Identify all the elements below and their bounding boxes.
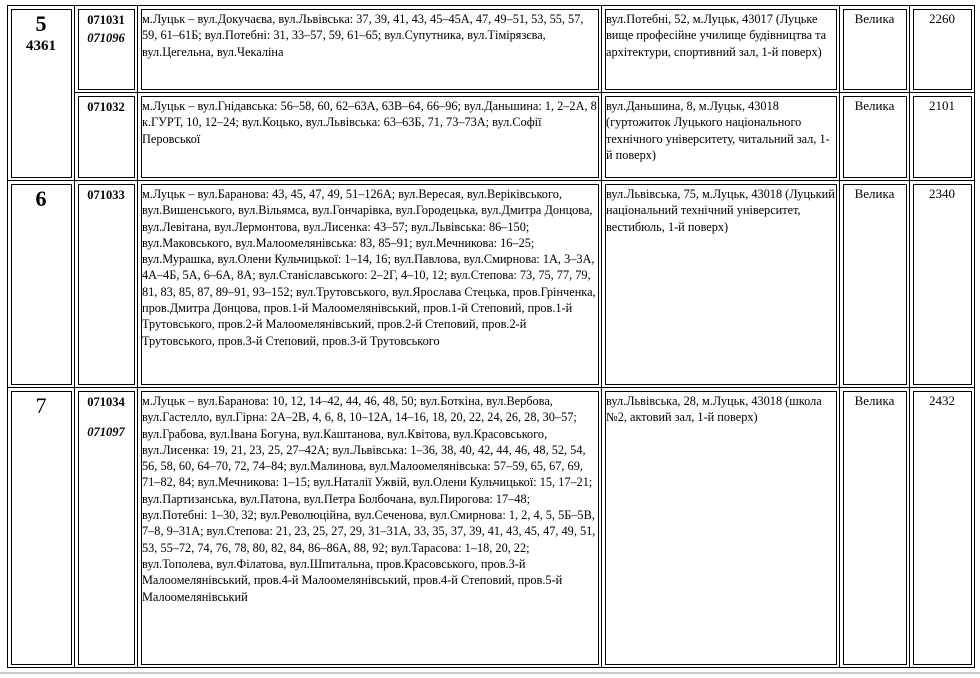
table-row <box>8 181 975 388</box>
streets-cell: м.Луцьк – вул.Докучаєва, вул.Львівська: 37, 39, 41, 43, 45–45А, 47, 49–51, 53, 55, 57, 59, 61–61Б; вул.Потебні: 31, 33–57, 59, 61–65; вул.Супутника, вул.Тімірязєва, вул.Цегельна, вул.Чекаліна <box>138 6 602 93</box>
address-cell: вул.Львівська, 28, м.Луцьк, 43018 (школа №2, актовий зал, 1-й поверх) <box>602 388 840 668</box>
address-cell: вул.Львівська, 75, м.Луцьк, 43018 (Луцький національний технічний університет, вестибюль, 1-й поверх) <box>602 181 840 388</box>
streets-cell: м.Луцьк – вул.Гнідавська: 56–58, 60, 62–63А, 63В–64, 66–96; вул.Даньшина: 1, 2–2А, 8 к.ГУРТ, 10, 12–24; вул.Коцько, вул.Львівська: 63–63Б, 71, 73–73А; вул.Софії Перовської <box>138 93 602 181</box>
district-number-cell <box>8 388 75 668</box>
precinct-code-alt: 071096 <box>87 31 125 45</box>
voters-cell: 2101 <box>910 93 975 181</box>
precinct-code: 071033 <box>87 188 125 202</box>
address-cell: вул.Потебні, 52, м.Луцьк, 43017 (Луцьке вище професійне училище будівництва та архітектури, спортивний зал, 1-й поверх) <box>602 6 840 93</box>
voters-cell: 2260 <box>910 6 975 93</box>
streets-cell: м.Луцьк – вул.Баранова: 43, 45, 47, 49, 51–126А; вул.Вересая, вул.Верiківського, вул.Вишенського, вул.Вільямса, вул.Гончарівка, вул.Городецька, вул.Дмитра Донцова, вул.Левітана, вул.Лермонтова, вул.Лисенка: 43–57; вул.Львівська: 86–150; вул.Маковського, вул.Малоомелянівська: 83, 85–91; вул.Мечникова: 16–25; вул.Мурашка, вул.Олени Кульчицької: 1–14, 16; вул.Павлова, вул.Смирнова: 1А, 3–3А, 4А–4Б, 5А, 6–6А, 8А; вул.Станіславського: 2–2Г, 4–10, 12; вул.Степова: 73, 75, 77, 79, 81, 83, 85, 87, 89–91, 93–152; вул.Трутовського, вул.Ярослава Стецька, пров.Грінченка, пров.Дмитра Донцова, пров.1-й Малоомелянівський, пров.1-й Степовий, пров.1-й Трутовського, пров.2-й Малоомелянівський, пров.2-й Степовий, пров.2-й Трутовського, пров.3-й Степовий, пров.3-й Трутовського <box>138 181 602 388</box>
table-row <box>8 6 975 93</box>
table-row <box>8 93 975 181</box>
district-number-cell <box>8 181 75 388</box>
size-cell: Велика <box>840 181 910 388</box>
voters-cell: 2432 <box>910 388 975 668</box>
precinct-code-cell <box>75 6 138 93</box>
size-cell: Велика <box>840 93 910 181</box>
district-number: 7 <box>35 393 47 418</box>
address-cell: вул.Даньшина, 8, м.Луцьк, 43018 (гуртожиток Луцького національного технічного університету, читальний зал, 1-й поверх) <box>602 93 840 181</box>
precinct-code: 071032 <box>87 100 125 114</box>
polling-stations-table <box>7 5 975 668</box>
size-cell: Велика <box>840 388 910 668</box>
district-number-cell <box>8 6 75 181</box>
divider <box>0 672 980 674</box>
streets-cell: м.Луцьк – вул.Баранова: 10, 12, 14–42, 44, 46, 48, 50; вул.Боткіна, вул.Вербова, вул.Гастелло, вул.Гірна: 2А–2В, 4, 6, 8, 10–12А, 14–16, 18, 20, 22, 24, 26, 28, 30–57; вул.Грабова, вул.Івана Богуна, вул.Каштанова, вул.Квітова, вул.Красовського, вул.Лисенка: 19, 21, 23, 25, 27–42А; вул.Львівська: 1–36, 38, 40, 42, 44, 46, 48, 52, 54, 56, 58, 60, 64–70, 72, 74–84; вул.Малинова, вул.Малоомелянівська: 57–59, 65, 67, 69, 71–82, 84; вул.Мечникова: 1–15; вул.Наталії Ужвій, вул.Олени Кульчицької: 15, 17–21; вул.Партизанська, вул.Патона, вул.Петра Болбочана, вул.Пирогова: 17–48; вул.Потебні: 1–30, 32; вул.Революційна, вул.Сеченова, вул.Смирнова: 1, 2, 4, 5, 5Б–5В, 7–8, 9–31А; вул.Степова: 21, 23, 25, 27, 29, 31–31А, 33, 35, 37, 39, 41, 43, 45, 47, 49, 51, 53, 55–72, 74, 76, 78, 80, 82, 84, 86–86А, 88, 92; вул.Тарасова: 1–18, 20, 22; вул.Тополева, вул.Філатова, вул.Шпитальна, пров.Красовського, пров.3-й Малоомелянівський, пров.4-й Малоомелянівський, пров.4-й Степовий, пров.5-й Малоомелянівський <box>138 388 602 668</box>
district-code: 4361 <box>26 38 56 54</box>
district-number: 5 <box>35 11 47 36</box>
precinct-code-cell <box>75 93 138 181</box>
district-number: 6 <box>35 186 47 211</box>
table-row <box>8 388 975 668</box>
precinct-code-cell <box>75 388 138 668</box>
precinct-code: 071031 <box>87 13 125 27</box>
precinct-code-alt: 071097 <box>87 425 125 439</box>
precinct-code-cell <box>75 181 138 388</box>
size-cell: Велика <box>840 6 910 93</box>
voters-cell: 2340 <box>910 181 975 388</box>
precinct-code: 071034 <box>87 395 125 409</box>
